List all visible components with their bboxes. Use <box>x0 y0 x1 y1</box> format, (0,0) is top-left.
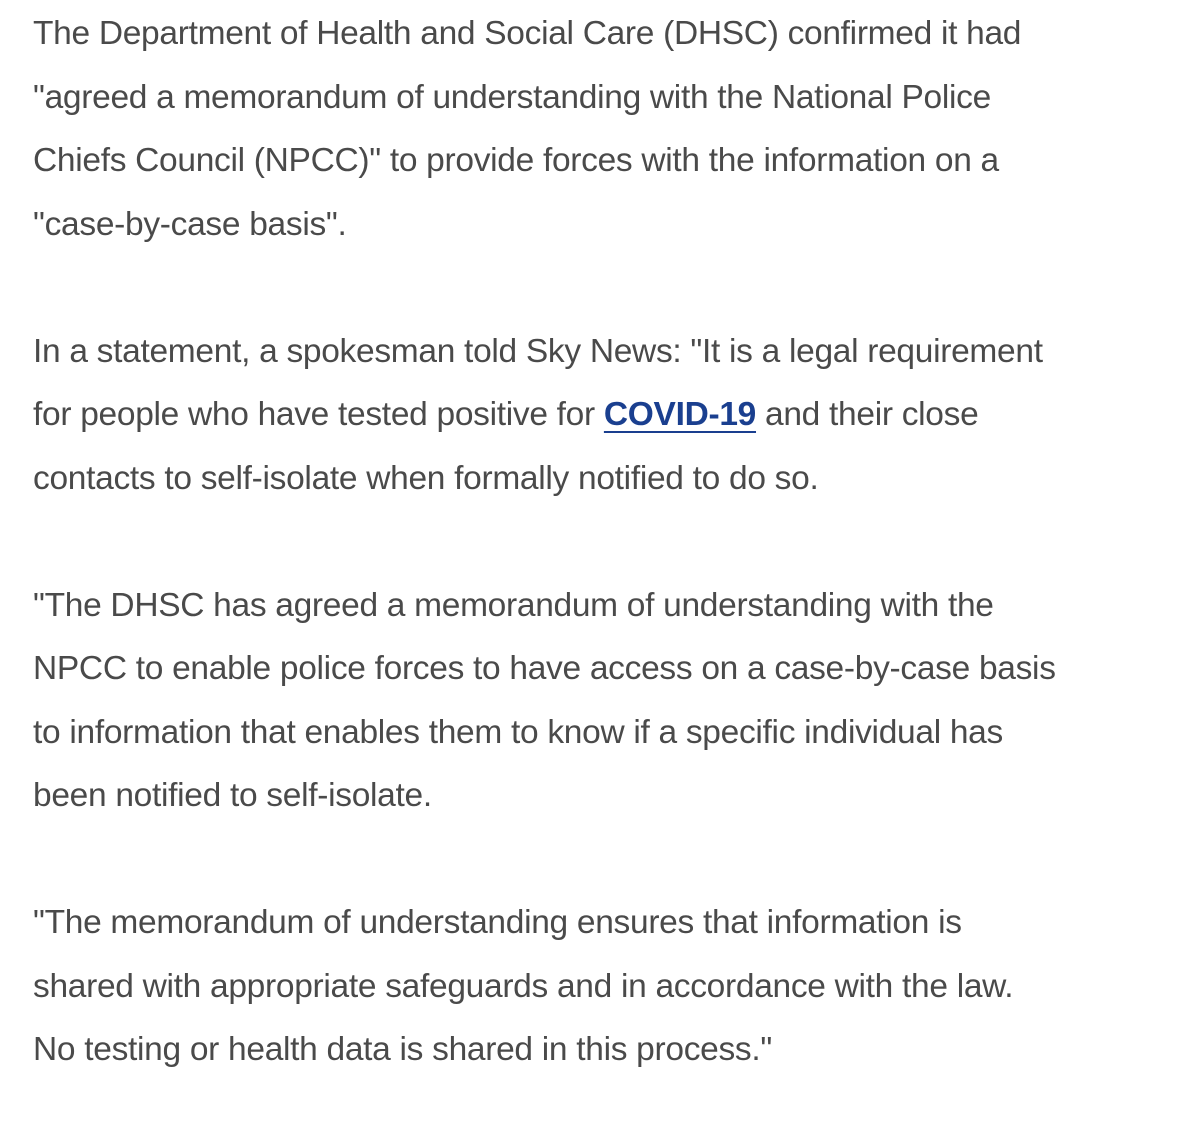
paragraph-memorandum-safeguards <box>33 891 1193 1082</box>
paragraph-line: In a statement, a spokesman told Sky News: "It is a legal requirement <box>33 332 1043 370</box>
paragraph-text: for people who have tested positive for <box>33 396 604 433</box>
paragraph-dhsc-confirmation <box>33 2 1193 256</box>
paragraph-line: "case-by-case basis". <box>33 205 347 243</box>
paragraph-line: "The DHSC has agreed a memorandum of understanding with the <box>33 586 994 624</box>
paragraph-line: "agreed a memorandum of understanding with the National Police <box>33 78 991 116</box>
paragraph-memorandum-access <box>33 574 1193 828</box>
paragraph-line: to information that enables them to know if a specific individual has <box>33 713 1003 751</box>
paragraph-line: been notified to self-isolate. <box>33 777 432 814</box>
paragraph-spokesman-statement <box>33 320 1193 511</box>
paragraph-line: "The memorandum of understanding ensures that information is <box>33 904 962 941</box>
paragraph-line: NPCC to enable police forces to have access on a case-by-case basis <box>33 650 1056 687</box>
paragraph-line: shared with appropriate safeguards and in accordance with the law. <box>33 967 1014 1005</box>
paragraph-line: The Department of Health and Social Care (DHSC) confirmed it had <box>33 15 1022 52</box>
paragraph-line: Chiefs Council (NPCC)" to provide forces with the information on a <box>33 142 999 179</box>
paragraph-text: and their close <box>756 396 979 433</box>
article-body <box>33 2 1193 1145</box>
covid-19-link[interactable]: COVID-19 <box>603 396 757 433</box>
paragraph-line: contacts to self-isolate when formally notified to do so. <box>33 459 819 497</box>
paragraph-line-with-link <box>33 383 1193 447</box>
paragraph-line: No testing or health data is shared in this process." <box>33 1031 772 1068</box>
